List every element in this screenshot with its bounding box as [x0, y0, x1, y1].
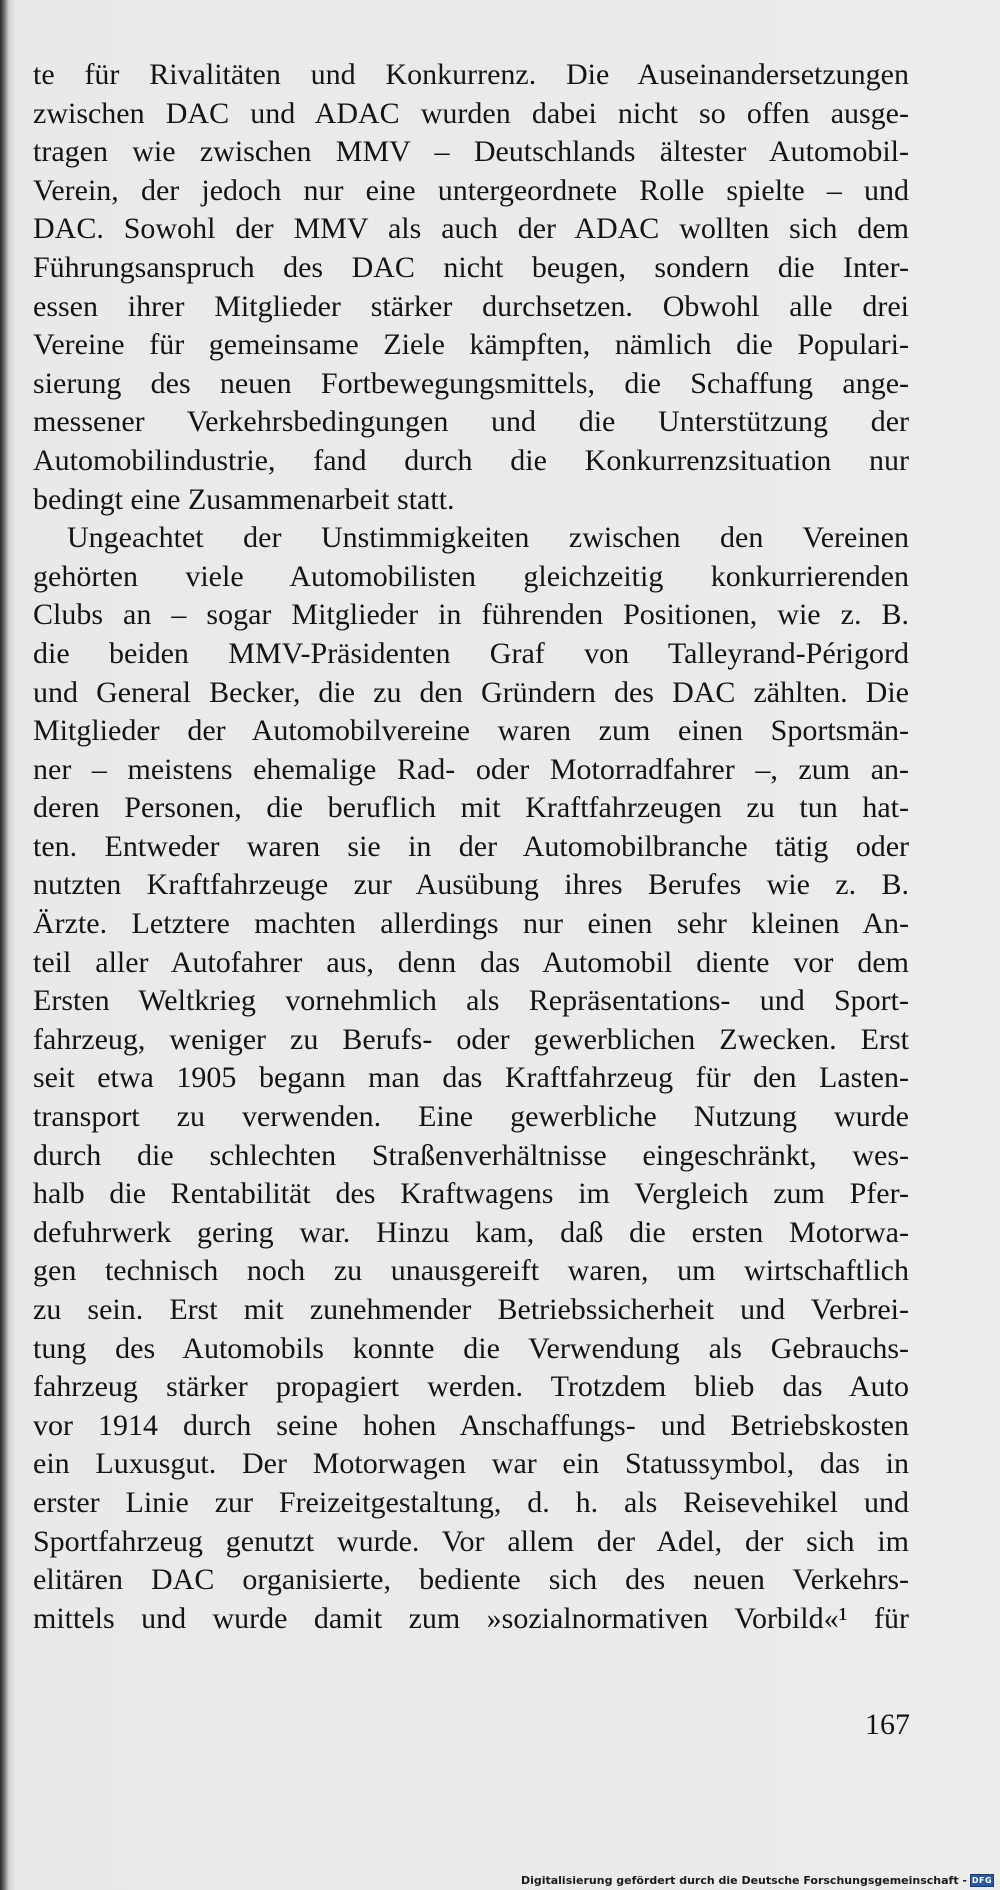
text-line: mittels und wurde damit zum »sozialnormativen Vorbild«¹ für [33, 1601, 909, 1635]
text-line: zwischen DAC und ADAC wurden dabei nicht so offen ausge- [33, 96, 909, 130]
text-line: ner – meistens ehemalige Rad- oder Motorradfahrer –, zum an- [33, 752, 909, 786]
text-line: gen technisch noch zu unausgereift waren, um wirtschaftlich [33, 1254, 909, 1288]
text-line: durch die schlechten Straßenverhältnisse eingeschränkt, wes- [33, 1138, 909, 1172]
text-line: teil aller Autofahrer aus, denn das Automobil diente vor dem [33, 945, 909, 979]
digitization-credit [521, 1874, 994, 1887]
text-line: Sportfahrzeug genutzt wurde. Vor allem der Adel, der sich im [33, 1524, 909, 1558]
text-line: gehörten viele Automobilisten gleichzeitig konkurrierenden [33, 559, 909, 593]
text-line: fahrzeug stärker propagiert werden. Trotzdem blieb das Auto [33, 1370, 909, 1404]
text-line: zu sein. Erst mit zunehmender Betriebssicherheit und Verbrei- [33, 1293, 909, 1326]
text-line: seit etwa 1905 begann man das Kraftfahrzeug für den Lasten- [33, 1061, 909, 1095]
dfg-logo-icon: DFG [971, 1876, 993, 1885]
text-line: fahrzeug, weniger zu Berufs- oder gewerblichen Zwecken. Erst [33, 1022, 909, 1056]
text-line: te für Rivalitäten und Konkurrenz. Die Auseinandersetzungen [33, 58, 909, 91]
text-line: ein Luxusgut. Der Motorwagen war ein Statussymbol, das in [33, 1447, 909, 1481]
text-line: essen ihrer Mitglieder stärker durchsetzen. Obwohl alle drei [33, 289, 909, 323]
page-number: 167 [865, 1708, 910, 1741]
text-line: deren Personen, die beruflich mit Kraftfahrzeugen zu tun hat- [33, 791, 909, 825]
text-line: Mitglieder der Automobilvereine waren zum einen Sportsmän- [33, 714, 909, 748]
text-line: bedingt eine Zusammenarbeit statt. [33, 482, 455, 516]
text-line: erster Linie zur Freizeitgestaltung, d. h. als Reisevehikel und [33, 1485, 909, 1519]
text-line: elitären DAC organisierte, bediente sich des neuen Verkehrs- [33, 1563, 909, 1597]
text-line: Ärzte. Letztere machten allerdings nur einen sehr kleinen An- [33, 907, 909, 941]
text-line: tragen wie zwischen MMV – Deutschlands ältester Automobil- [33, 135, 909, 169]
text-line: transport zu verwenden. Eine gewerbliche Nutzung wurde [33, 1100, 909, 1134]
text-line: Automobilindustrie, fand durch die Konkurrenzsituation nur [33, 443, 909, 477]
text-line: und General Becker, die zu den Gründern des DAC zählten. Die [33, 675, 909, 709]
text-line: halb die Rentabilität des Kraftwagens im Vergleich zum Pfer- [33, 1177, 909, 1211]
text-line: Ersten Weltkrieg vornehmlich als Repräsentations- und Sport- [33, 984, 909, 1018]
text-line: Führungsanspruch des DAC nicht beugen, sondern die Inter- [33, 250, 909, 284]
text-line: Vereine für gemeinsame Ziele kämpften, nämlich die Populari- [33, 328, 909, 362]
text-line: messener Verkehrsbedingungen und die Unterstützung der [33, 405, 909, 439]
text-line: die beiden MMV-Präsidenten Graf von Talleyrand-Périgord [33, 636, 909, 670]
text-line: Clubs an – sogar Mitglieder in führenden Positionen, wie z. B. [33, 598, 909, 632]
text-line: tung des Automobils konnte die Verwendung als Gebrauchs- [33, 1331, 909, 1365]
credit-text: Digitalisierung gefördert durch die Deutsche Forschungsgemeinschaft - [520, 1874, 967, 1887]
text-line: Verein, der jedoch nur eine untergeordnete Rolle spielte – und [33, 173, 909, 207]
text-line: defuhrwerk gering war. Hinzu kam, daß die ersten Motorwa- [33, 1215, 909, 1249]
text-line: vor 1914 durch seine hohen Anschaffungs- und Betriebskosten [33, 1408, 909, 1442]
body-text [33, 56, 909, 1638]
text-line: nutzten Kraftfahrzeuge zur Ausübung ihres Berufes wie z. B. [33, 868, 909, 902]
text-line: ten. Entweder waren sie in der Automobilbranche tätig oder [33, 829, 909, 863]
text-line: sierung des neuen Fortbewegungsmittels, die Schaffung ange- [33, 366, 909, 400]
text-line: Ungeachtet der Unstimmigkeiten zwischen den Vereinen [67, 521, 909, 555]
text-line: DAC. Sowohl der MMV als auch der ADAC wollten sich dem [33, 212, 909, 246]
